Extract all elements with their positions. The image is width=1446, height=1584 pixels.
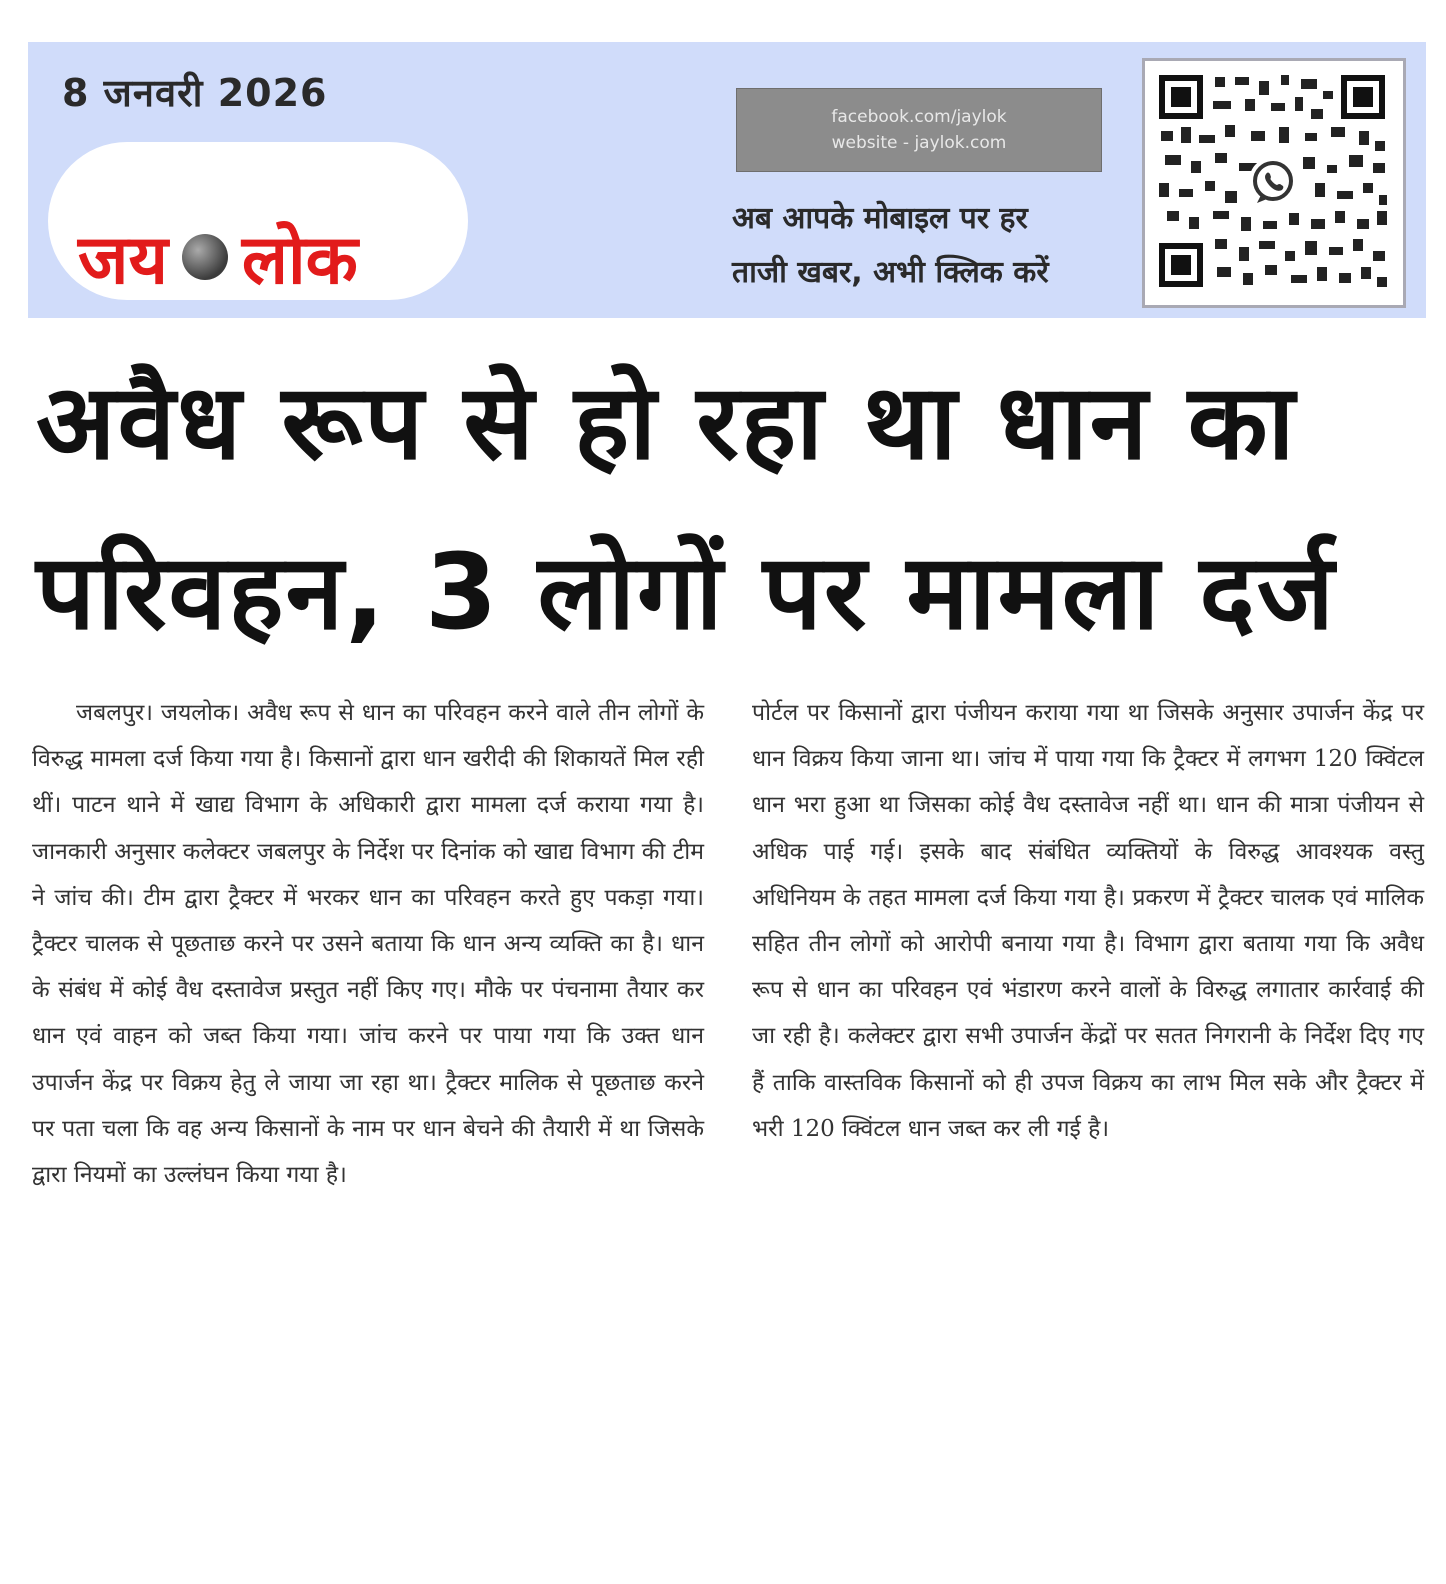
qr-code-icon: [1155, 71, 1391, 293]
whatsapp-qr-code[interactable]: [1142, 58, 1406, 308]
headline-line-1: अवैध रूप से हो रहा था धान का: [36, 361, 1297, 483]
qr-finder-bottom-left: [1159, 243, 1203, 287]
qr-finder-top-right: [1341, 75, 1385, 119]
logo-right-word: लोक: [241, 221, 358, 300]
facebook-link[interactable]: facebook.com/jaylok: [831, 107, 1007, 127]
qr-finder-top-left: [1159, 75, 1203, 119]
whatsapp-prompt-line-2: ताजी खबर, अभी क्लिक करें: [732, 255, 1049, 290]
headline-line-2: परिवहन, 3 लोगों पर मामला दर्ज: [36, 531, 1336, 653]
whatsapp-prompt-line-1: अब आपके मोबाइल पर हर: [732, 201, 1028, 236]
social-links-box: [736, 88, 1102, 172]
masthead-logo[interactable]: [78, 210, 358, 303]
article-column-right: पोर्टल पर किसानों द्वारा पंजीयन कराया गया था जिसके अनुसार उपार्जन केंद्र पर धान विक्रय किया जाना था। जांच में पाया गया कि ट्रैक्टर में लगभग 120 क्विंटल धान भरा हुआ था जिसका कोई वैध दस्तावेज नहीं था। धान की मात्रा पंजीयन से अधिक पाई गई। इसके बाद संबंधित व्यक्तियों के विरुद्ध आवश्यक वस्तु अधिनियम के तहत मामला दर्ज किया गया है। प्रकरण में ट्रैक्टर चालक एवं मालिक सहित तीन लोगों को आरोपी बनाया गया है। विभाग द्वारा बताया गया कि अवैध रूप से धान का परिवहन एवं भंडारण करने वालों के विरुद्ध लगातार कार्रवाई की जा रही है। कलेक्टर द्वारा सभी उपार्जन केंद्रों पर सतत निगरानी के निर्देश दिए गए हैं ताकि वास्तविक किसानों को ही उपज विक्रय का लाभ मिल सके और ट्रैक्टर में भरी 120 क्विंटल धान जब्त कर ली गई है।: [752, 700, 1424, 1142]
whatsapp-icon: [1249, 157, 1297, 205]
logo-left-word: जय: [78, 221, 168, 300]
edition-date: 8 जनवरी 2026: [62, 71, 328, 115]
globe-icon: [182, 234, 228, 280]
article-column-left: जबलपुर। जयलोक। अवैध रूप से धान का परिवहन करने वाले तीन लोगों के विरुद्ध मामला दर्ज किया गया है। किसानों द्वारा धान खरीदी की शिकायतें मिल रही थीं। पाटन थाने में खाद्य विभाग के अधिकारी द्वारा मामला दर्ज कराया गया है। जानकारी अनुसार कलेक्टर जबलपुर के निर्देश पर दिनांक को खाद्य विभाग की टीम ने जांच की। टीम द्वारा ट्रैक्टर में भरकर धान का परिवहन करते हुए पकड़ा गया। ट्रैक्टर चालक से पूछताछ करने पर उसने बताया कि धान अन्य व्यक्ति का है। धान के संबंध में कोई वैध दस्तावेज प्रस्तुत नहीं किए गए। मौके पर पंचनामा तैयार कर धान एवं वाहन को जब्त किया गया। जांच करने पर पाया गया कि उक्त धान उपार्जन केंद्र पर विक्रय हेतु ले जाया जा रहा था। ट्रैक्टर मालिक से पूछताछ करने पर पता चला कि वह अन्य किसानों के नाम पर धान बेचने की तैयारी में था जिसके द्वारा नियमों का उल्लंघन किया गया है।: [32, 700, 704, 1189]
website-link[interactable]: website - jaylok.com: [831, 133, 1007, 153]
